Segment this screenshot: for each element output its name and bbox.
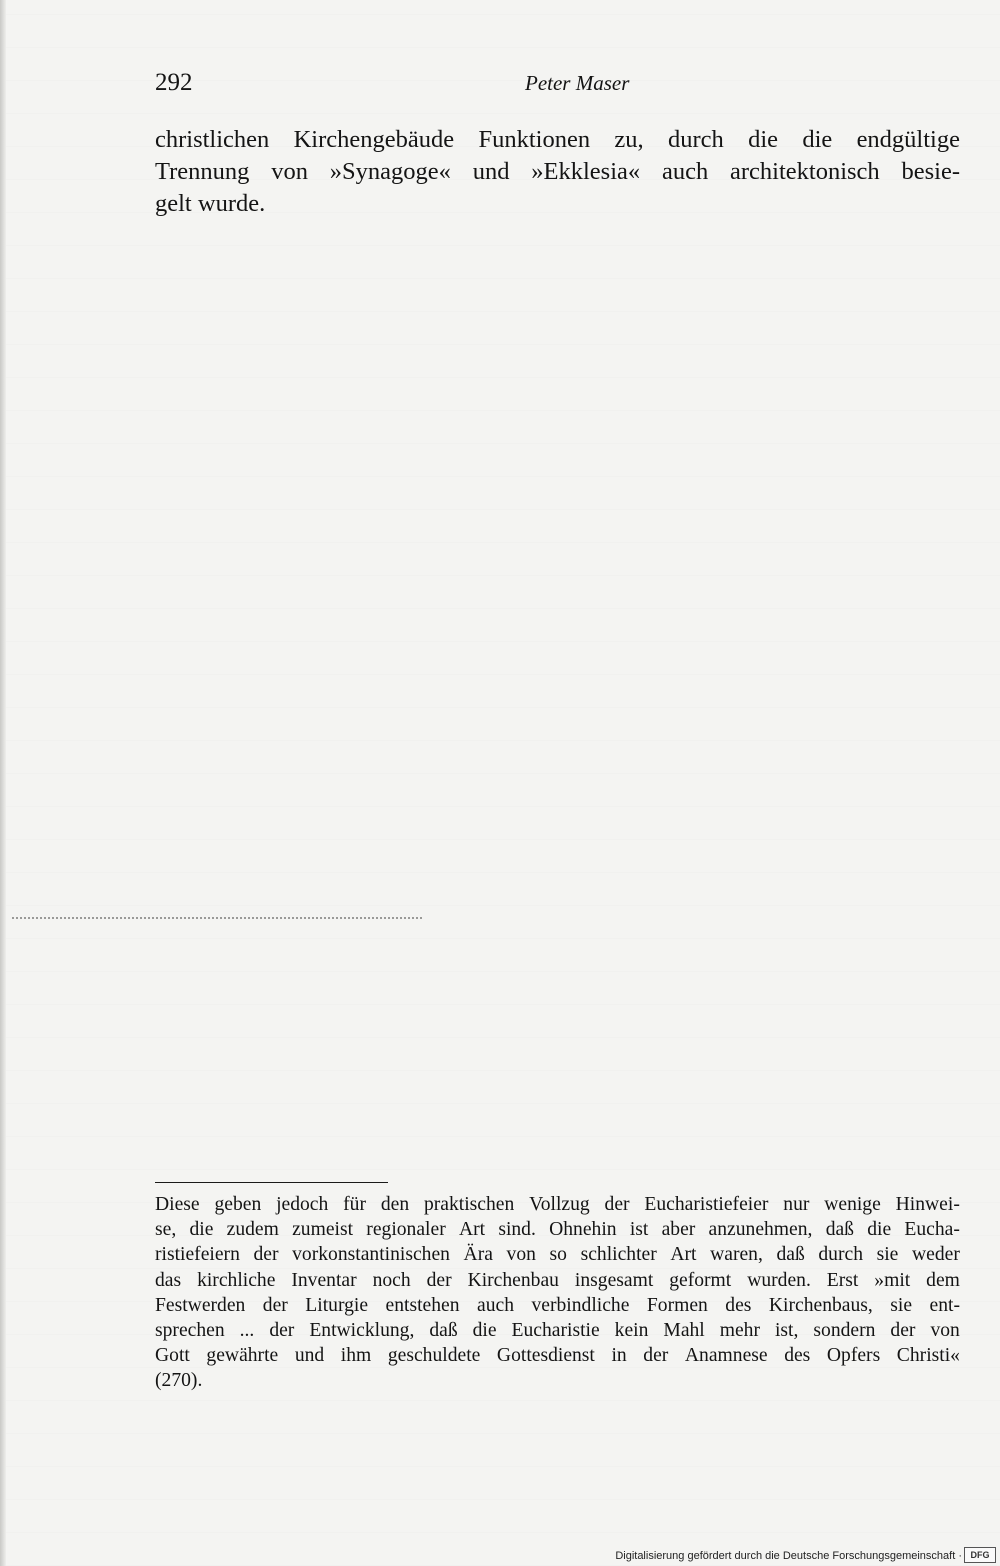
word: kirchliche [197,1269,276,1291]
word: der [604,1194,630,1215]
footnote-line [155,1192,960,1217]
word: von [930,1320,960,1342]
footnote-line [155,1242,960,1267]
word: die [748,126,778,153]
word: Kirchenbaus, [768,1294,873,1316]
word: geformt [669,1269,732,1291]
word: mehr [719,1320,760,1342]
word: die [802,126,833,153]
word: zumeist [292,1219,354,1241]
word: der [643,1345,669,1367]
footnote-line [155,1217,960,1242]
word: regionaler [366,1219,446,1241]
word: des [725,1294,752,1316]
text-line [155,156,960,188]
word: schlichter [580,1244,657,1266]
word: Christi« [896,1345,960,1367]
word: Entwicklung, [309,1320,415,1342]
word: »Synagoge« [329,158,451,185]
word: den [380,1194,410,1215]
word: waren, [710,1244,763,1266]
word: wurden. [747,1269,811,1291]
word: auch [661,158,709,185]
word: (270). [155,1370,203,1392]
dotted-separator [12,917,422,919]
main-text [155,124,960,220]
word: kein [614,1320,649,1342]
word: sind. [498,1219,536,1241]
word: insgesamt [574,1269,654,1291]
word: und [472,158,510,185]
word: Opfers [826,1345,881,1367]
footnote [155,1192,960,1394]
word: zudem [226,1219,279,1241]
running-head-author: Peter Maser [525,71,630,95]
word: die [472,1320,497,1342]
word: Ära [463,1244,493,1266]
footnote-line [155,1318,960,1343]
word: Eucharistiefeier [644,1194,769,1215]
word: noch [372,1269,411,1291]
word: Hinwei- [895,1194,960,1215]
word: geschuldete [387,1345,481,1367]
word: wurde. [197,190,266,217]
page-header [155,66,795,102]
word: ist [629,1219,649,1241]
word: Festwerden [155,1294,246,1316]
word: ent- [929,1294,960,1316]
word: »Ekklesia« [531,158,641,185]
word: von [271,158,308,185]
word: daß [429,1320,458,1342]
word: das [155,1269,182,1291]
dfg-logo: DFG [964,1547,996,1563]
word: sprechen [155,1320,225,1342]
word: vorkonstantinischen [292,1244,450,1266]
word: Gottesdienst [496,1345,595,1367]
word: anzunehmen, [708,1219,813,1241]
word: Liturgie [305,1294,369,1316]
word: Mahl [663,1320,705,1342]
word: Gott [155,1345,190,1367]
word: se, [155,1219,177,1241]
word: der [890,1320,916,1342]
word: aber [661,1219,696,1241]
word: daß [776,1244,805,1266]
word: von [506,1244,536,1266]
word: jedoch [276,1194,329,1215]
word: der [262,1294,288,1316]
word: Erst [826,1269,859,1291]
word: die [867,1219,892,1241]
word: verbindliche [531,1294,630,1316]
word: Eucharistie [511,1320,600,1342]
page-edge-shadow [0,0,6,1566]
word: Art [670,1244,697,1266]
page-number: 292 [155,69,193,96]
word: christlichen [155,126,270,153]
word: durch [818,1244,863,1266]
word: dem [926,1269,960,1291]
word: ist, [774,1320,799,1342]
word: in [611,1345,627,1367]
word: nur [783,1194,810,1215]
word: der [269,1320,295,1342]
word: sie [876,1244,899,1266]
word: besie- [901,158,960,185]
word: Anamnese [684,1345,768,1367]
word: für [343,1194,366,1215]
word: architektonisch [730,158,880,185]
word: endgültige [856,126,960,153]
word: Vollzug [529,1194,590,1215]
word: durch [667,126,724,153]
word: und [294,1345,325,1367]
footnote-rule [155,1182,388,1183]
word: daß [825,1219,854,1241]
word: praktischen [423,1194,515,1215]
word: geben [214,1194,262,1215]
word: des [784,1345,811,1367]
word: weder [911,1244,960,1266]
footnote-line [155,1368,960,1393]
text-line [155,124,960,156]
word: gewährte [206,1345,279,1367]
word: der [426,1269,452,1291]
word: Funktionen [478,126,591,153]
word: ihm [340,1345,372,1367]
word: auch [477,1294,514,1316]
word: gelt [155,190,192,217]
word: Eucha- [904,1219,960,1241]
word: Kirchenbau [467,1269,559,1291]
word: Trennung [155,158,250,185]
word: die [189,1219,214,1241]
word: ... [239,1320,255,1342]
word: Inventar [291,1269,357,1291]
word: Art [458,1219,486,1241]
footnote-line [155,1343,960,1368]
text-line [155,188,960,220]
digitization-credit: Digitalisierung gefördert durch die Deutsche Forschungsgemeinschaft · [615,1550,962,1562]
word: wenige [824,1194,881,1215]
word: entstehen [385,1294,460,1316]
footnote-line [155,1268,960,1293]
word: sondern [813,1320,876,1342]
word: ristiefeiern [155,1244,240,1266]
word: zu, [614,126,644,153]
word: Formen [646,1294,708,1316]
footnote-line [155,1293,960,1318]
word: Diese [155,1194,200,1215]
word: Kirchengebäude [293,126,455,153]
word: Ohnehin [549,1219,617,1241]
word: »mit [874,1269,911,1291]
word: so [549,1244,567,1266]
word: sie [890,1294,913,1316]
word: der [253,1244,279,1266]
